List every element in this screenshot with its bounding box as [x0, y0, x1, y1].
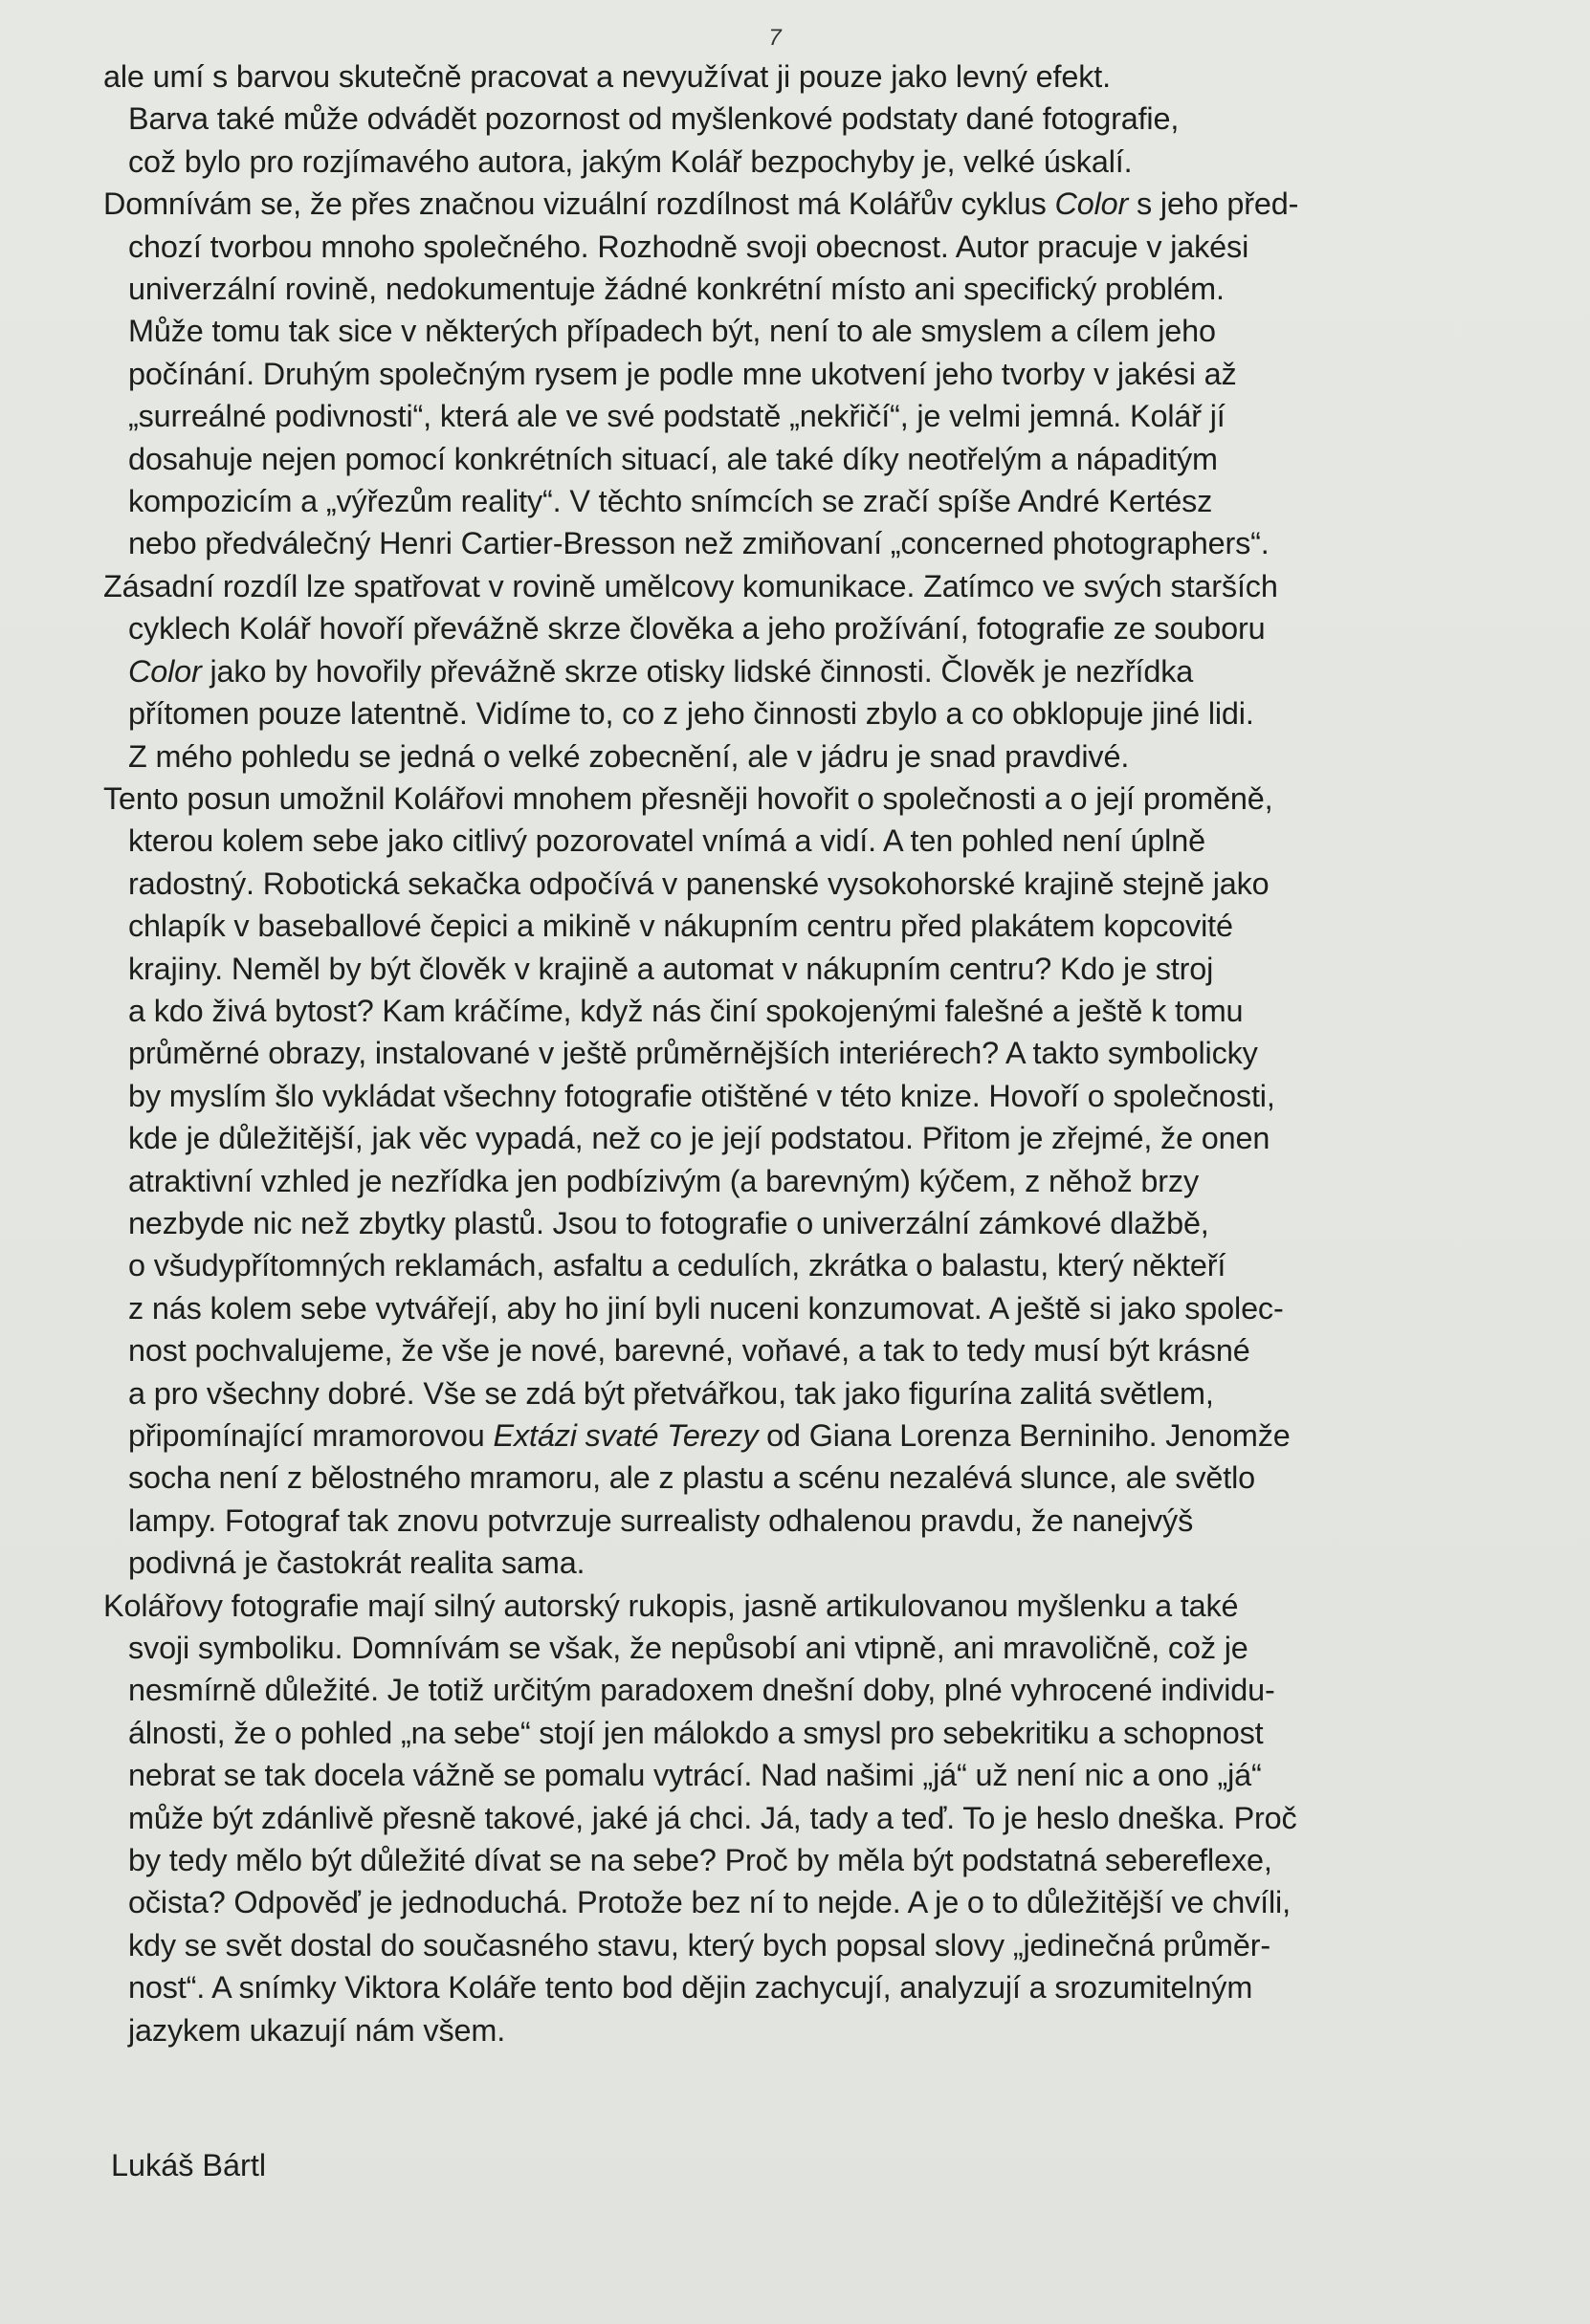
text-line: z nás kolem sebe vytvářejí, aby ho jiní byli nuceni konzumovat. A ještě si jako spolec- — [128, 1290, 1284, 1326]
text-line: jazykem ukazují nám všem. — [128, 2012, 506, 2048]
text-line: Tento posun umožnil Kolářovi mnohem přesněji hovořit o společnosti a o její proměně, — [103, 780, 1273, 816]
text-line: kterou kolem sebe jako citlivý pozorovatel vnímá a vidí. A ten pohled není úplně — [128, 823, 1205, 859]
text-segment: jako by hovořily převážně skrze otisky lidské činnosti. Člověk je nezřídka — [201, 653, 1194, 689]
text-line: a pro všechny dobré. Vše se zdá být přetvářkou, tak jako figurína zalitá světlem, — [128, 1375, 1214, 1411]
text-line: Zásadní rozdíl lze spatřovat v rovině umělcovy komunikace. Zatímco ve svých starších — [103, 568, 1278, 603]
text-line: univerzální rovině, nedokumentuje žádné konkrétní místo ani specifický problém. — [128, 272, 1225, 307]
text-line — [103, 650, 1443, 692]
text-line: průměrné obrazy, instalované v ještě průměrnějších interiérech? A takto symbolicky — [128, 1036, 1258, 1071]
text-line: radostný. Robotická sekačka odpočívá v panenské vysokohorské krajině stejně jako — [128, 866, 1270, 901]
italic-title: Extázi svaté Terezy — [493, 1418, 759, 1453]
text-line: nesmírně důležité. Je totiž určitým paradoxem dnešní doby, plné vyhrocené individu- — [128, 1673, 1275, 1708]
paragraph-4 — [103, 778, 1443, 1585]
page-number: 7 — [768, 25, 782, 51]
text-line: nost pochvalujeme, že vše je nové, barevné, voňavé, a tak to tedy musí být krásné — [128, 1333, 1250, 1369]
text-line: což bylo pro rozjímavého autora, jakým Kolář bezpochyby je, velké úskalí. — [128, 143, 1133, 179]
text-line: podivná je častokrát realita sama. — [128, 1546, 585, 1581]
text-line: dosahuje nejen pomocí konkrétních situací, ale také díky neotřelým a nápaditým — [128, 441, 1218, 476]
text-line — [103, 1414, 1443, 1457]
text-line: Kolářovy fotografie mají silný autorský rukopis, jasně artikulovanou myšlenku a také — [103, 1588, 1239, 1623]
text-line: může být zdánlivě přesně takové, jaké já chci. Já, tady a teď. To je heslo dneška. Proč — [128, 1800, 1297, 1835]
text-line — [103, 183, 1443, 225]
text-line: cyklech Kolář hovoří převážně skrze člověka a jeho prožívání, fotografie ze souboru — [128, 611, 1266, 647]
text-segment: s jeho před- — [1128, 186, 1299, 222]
text-line: by tedy mělo být důležité dívat se na sebe? Proč by měla být podstatná sebereflexe, — [128, 1843, 1272, 1878]
text-line: „surreálné podivnosti“, která ale ve své podstatě „nekřičí“, je velmi jemná. Kolář jí — [128, 399, 1226, 434]
text-line: álnosti, že o pohled „na sebe“ stojí jen málokdo a smysl pro sebekritiku a schopnost — [128, 1715, 1264, 1750]
text-line: o všudypřítomných reklamách, asfaltu a cedulích, zkrátka o balastu, který někteří — [128, 1248, 1226, 1283]
text-line: chlapík v baseballové čepici a mikině v nákupním centru před plakátem kopcovité — [128, 909, 1233, 944]
text-line: by myslím šlo vykládat všechny fotografie otištěné v této knize. Hovoří o společnosti, — [128, 1078, 1275, 1113]
paragraph-2 — [103, 183, 1443, 565]
text-line: přítomen pouze latentně. Vidíme to, co z jeho činnosti zbylo a co obklopuje jiné lidi. — [128, 696, 1254, 732]
text-line: krajiny. Neměl by být člověk v krajině a automat v nákupním centru? Kdo je stroj — [128, 951, 1214, 986]
text-line: Z mého pohledu se jedná o velké zobecnění, ale v jádru je snad pravdivé. — [128, 738, 1130, 774]
text-line: svoji symboliku. Domnívám se však, že nepůsobí ani vtipně, ani mravoličně, což je — [128, 1631, 1248, 1666]
text-segment: připomínající mramorovou — [128, 1418, 494, 1453]
text-line: lampy. Fotograf tak znovu potvrzuje surrealisty odhalenou pravdu, že nanejvýš — [128, 1502, 1194, 1538]
italic-title: Color — [1054, 186, 1129, 222]
text-segment: Domnívám se, že přes značnou vizuální rozdílnost má Kolářův cyklus — [103, 186, 1055, 222]
text-line: kompozicím a „výřezům reality“. V těchto snímcích se zračí spíše André Kertész — [128, 484, 1213, 519]
author-signature: Lukáš Bártl — [111, 2148, 267, 2182]
text-line: ale umí s barvou skutečně pracovat a nevyužívat ji pouze jako levný efekt. — [103, 59, 1111, 94]
text-line: nebo předválečný Henri Cartier-Bresson než zmiňovaní „concerned photographers“. — [128, 526, 1270, 561]
text-line: chozí tvorbou mnoho společného. Rozhodně svoji obecnost. Autor pracuje v jakési — [128, 229, 1249, 264]
text-line: kdy se svět dostal do současného stavu, který bych popsal slovy „jedinečná průměr- — [128, 1927, 1270, 1962]
text-line: Barva také může odvádět pozornost od myšlenkové podstaty dané fotografie, — [128, 101, 1180, 137]
text-line: atraktivní vzhled je nezřídka jen podbízivým (a barevným) kýčem, z něhož brzy — [128, 1163, 1199, 1198]
text-line: počínání. Druhým společným rysem je podle mne ukotvení jeho tvorby v jakési až — [128, 356, 1237, 391]
text-line: nost“. A snímky Viktora Koláře tento bod dějin zachycují, analyzují a srozumitelným — [128, 1970, 1253, 2006]
paragraph-3 — [103, 565, 1443, 778]
paragraph-1 — [103, 55, 1443, 183]
paragraph-5 — [103, 1585, 1443, 2051]
text-line: očista? Odpověď je jednoduchá. Protože bez ní to nejde. A je o to důležitější ve chvíli, — [128, 1885, 1291, 1920]
text-line: nezbyde nic než zbytky plastů. Jsou to fotografie o univerzální zámkové dlažbě, — [128, 1205, 1209, 1240]
italic-title: Color — [128, 653, 202, 689]
text-line: a kdo živá bytost? Kam kráčíme, když nás činí spokojenými falešné a ještě k tomu — [128, 993, 1244, 1028]
text-line: Může tomu tak sice v některých případech být, není to ale smyslem a cílem jeho — [128, 314, 1216, 349]
text-line: socha není z bělostného mramoru, ale z plastu a scénu nezalévá slunce, ale světlo — [128, 1460, 1256, 1496]
text-line: nebrat se tak docela vážně se pomalu vytrácí. Nad našimi „já“ už není nic a ono „já“ — [128, 1758, 1262, 1793]
essay-text — [103, 55, 1443, 2051]
text-segment: od Giana Lorenza Berniniho. Jenomže — [758, 1418, 1291, 1453]
text-line: kde je důležitější, jak věc vypadá, než co je její podstatou. Přitom je zřejmé, že onen — [128, 1121, 1270, 1156]
